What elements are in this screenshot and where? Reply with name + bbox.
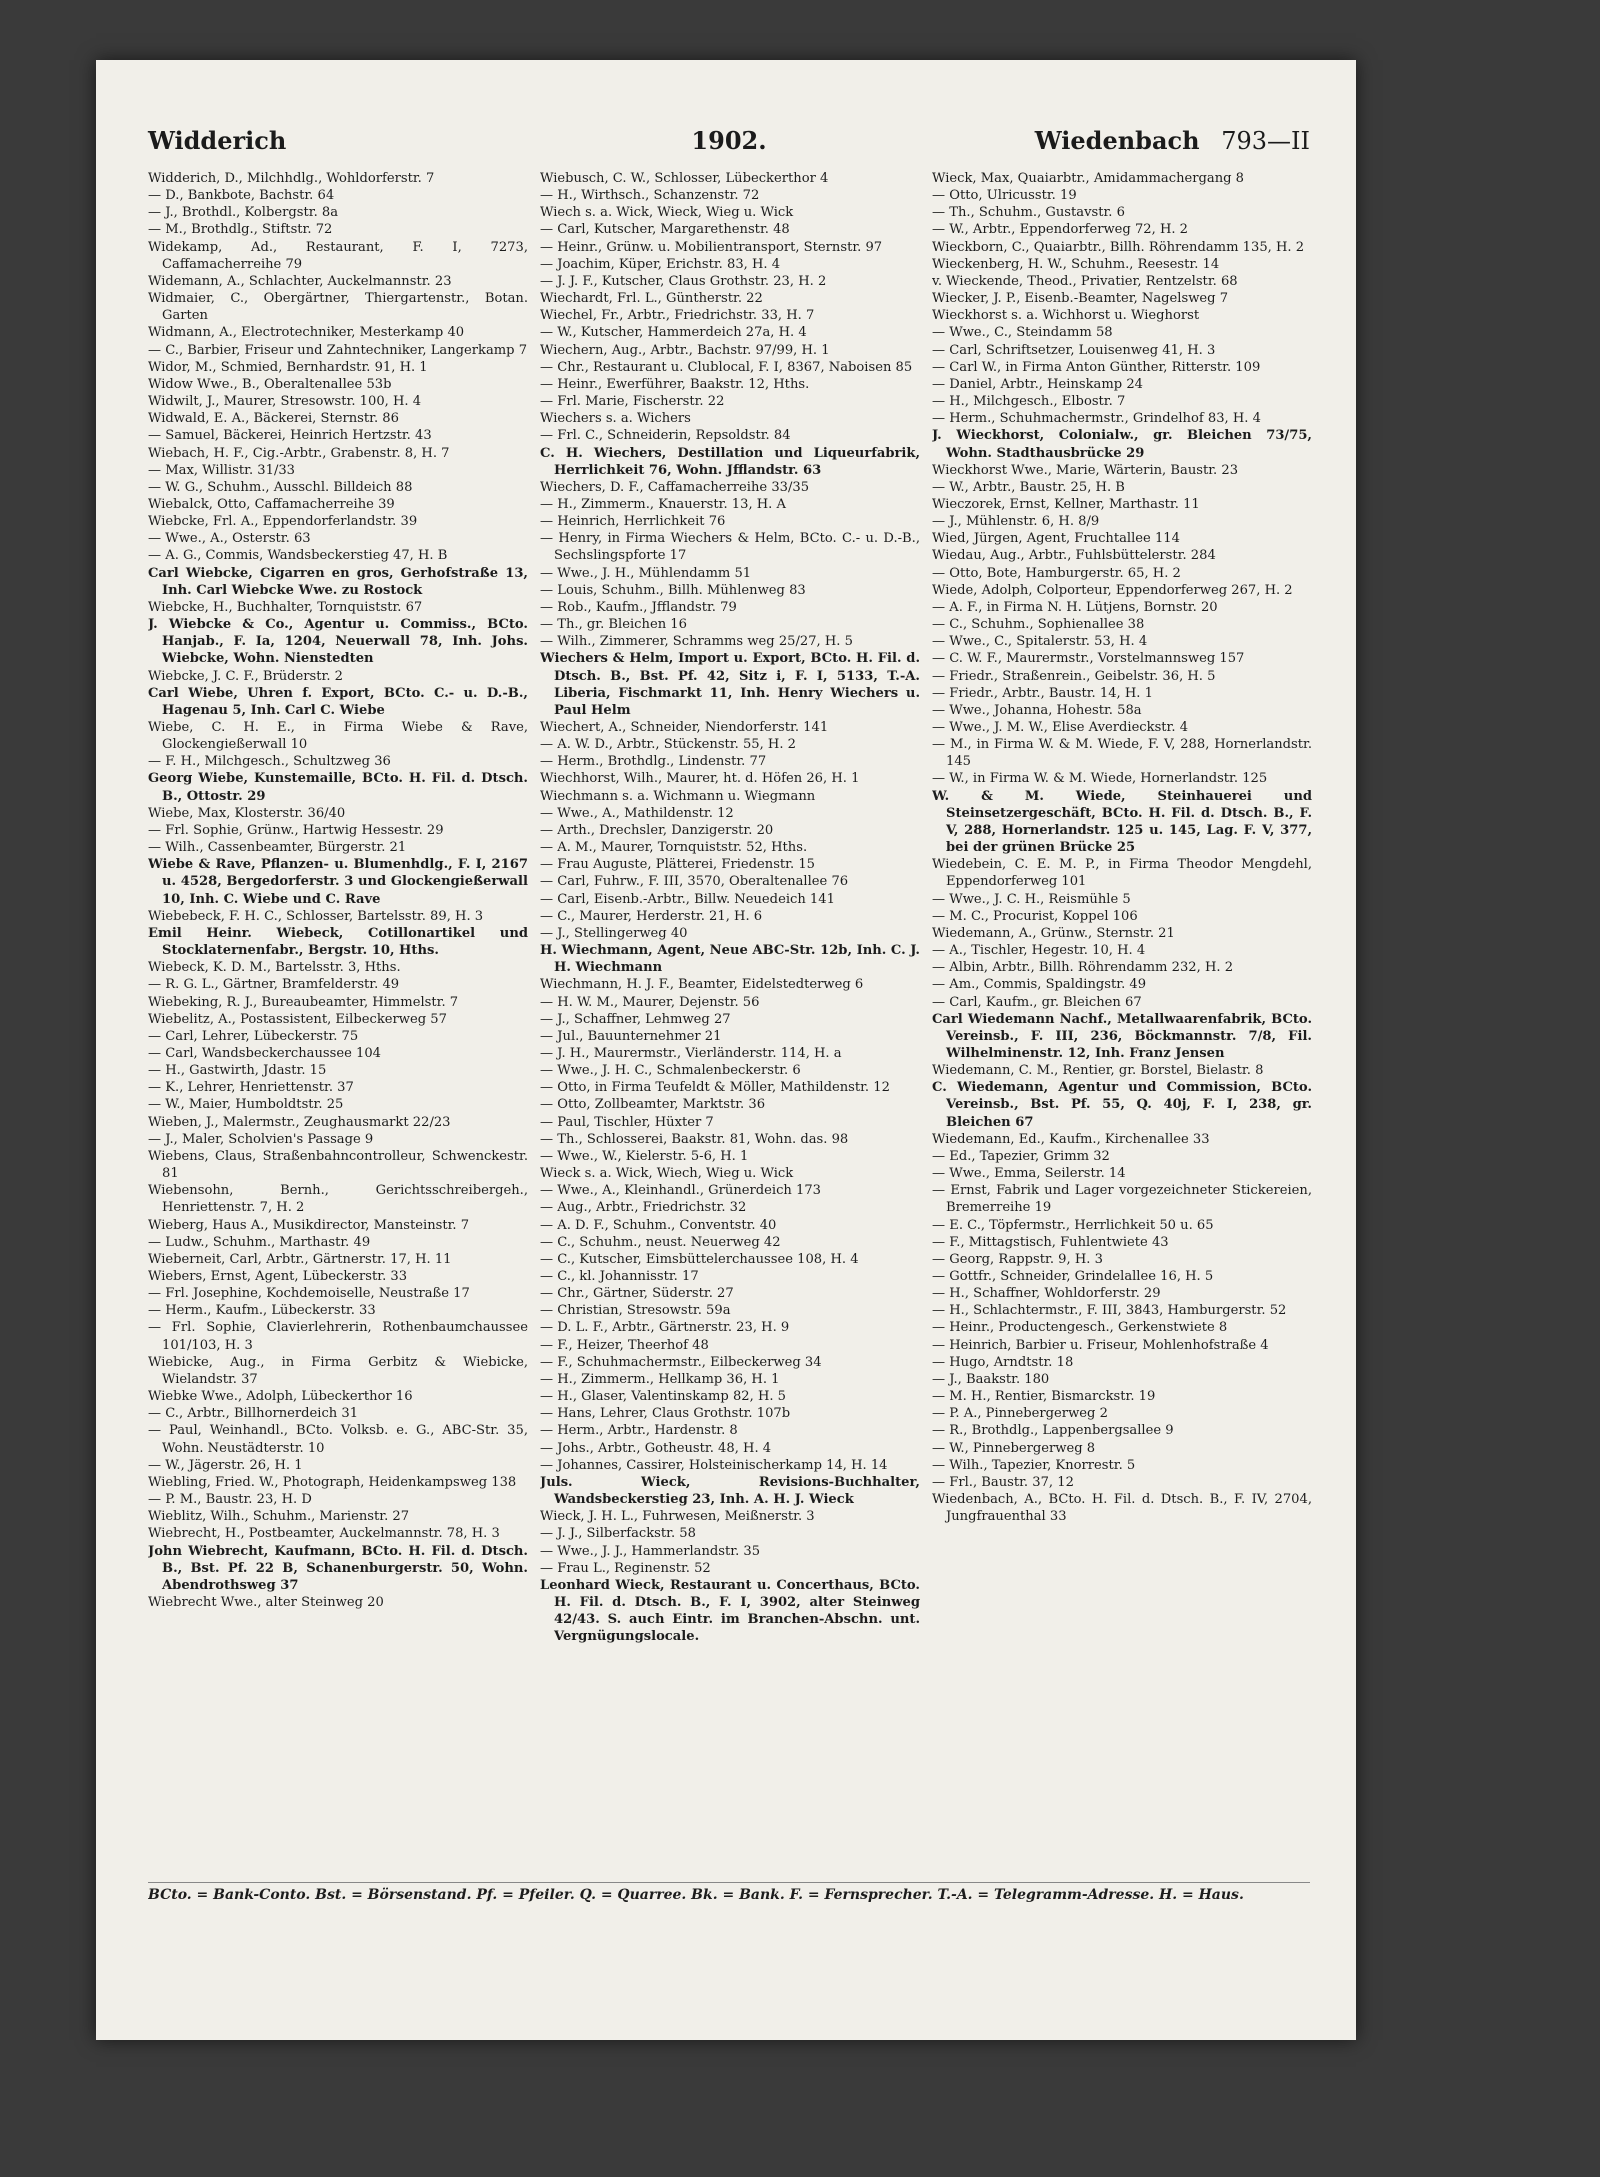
- directory-entry: — J., Baakstr. 180: [932, 1371, 1050, 1387]
- directory-entry: — W., Kutscher, Hammerdeich 27a, H. 4: [540, 325, 807, 341]
- directory-entry: — Chr., Gärtner, Süderstr. 27: [540, 1286, 734, 1302]
- directory-entry: Wiebicke, Aug., in Firma Gerbitz & Wiebicke, Wielandstr. 37: [148, 1354, 528, 1387]
- directory-entry: Carl Wiebe, Uhren f. Export, BCto. C.- u. D.-B., Hagenau 5, Inh. Carl C. Wiebe: [148, 685, 528, 718]
- directory-entry: — J. J., Silberfackstr. 58: [540, 1526, 696, 1542]
- directory-entry: — H., Gastwirth, Jdastr. 15: [148, 1063, 327, 1079]
- directory-entry: — H., Wirthsch., Schanzenstr. 72: [540, 188, 760, 204]
- directory-entry: — Frl. C., Schneiderin, Repsoldstr. 84: [540, 428, 791, 444]
- directory-entry: Wiechers s. a. Wichers: [540, 411, 691, 427]
- directory-entry: Wied, Jürgen, Agent, Fruchtallee 114: [932, 531, 1180, 547]
- directory-entry: — Hugo, Arndtstr. 18: [932, 1354, 1074, 1370]
- directory-entry: Wiedenbach, A., BCto. H. Fil. d. Dtsch. B., F. IV, 2704, Jungfrauenthal 33: [932, 1492, 1312, 1525]
- directory-columns: [148, 170, 1312, 1870]
- directory-entry: — Paul, Tischler, Hüxter 7: [540, 1114, 714, 1130]
- directory-entry: — Carl, Eisenb.-Arbtr., Billw. Neuedeich 141: [540, 891, 835, 907]
- directory-entry: — Wilh., Tapezier, Knorrestr. 5: [932, 1457, 1136, 1473]
- directory-entry: Widor, M., Schmied, Bernhardstr. 91, H. 1: [148, 359, 428, 375]
- directory-entry: — Wwe., Emma, Seilerstr. 14: [932, 1166, 1126, 1182]
- directory-entry: — Henry, in Firma Wiechers & Helm, BCto. C.- u. D.-B., Sechslingspforte 17: [540, 531, 920, 564]
- directory-entry: Wiedau, Aug., Arbtr., Fuhlsbüttelerstr. 284: [932, 548, 1216, 564]
- directory-entry: — F., Heizer, Theerhof 48: [540, 1337, 709, 1353]
- directory-entry: — Christian, Stresowstr. 59a: [540, 1303, 731, 1319]
- directory-entry: Wiech s. a. Wick, Wieck, Wieg u. Wick: [540, 205, 794, 221]
- directory-entry: — Carl W., in Firma Anton Günther, Ritterstr. 109: [932, 359, 1261, 375]
- column-3: [932, 170, 1312, 1870]
- directory-entry: — E. C., Töpfermstr., Herrlichkeit 50 u. 65: [932, 1217, 1214, 1233]
- directory-entry: — H., Milchgesch., Elbostr. 7: [932, 394, 1126, 410]
- directory-entry: — Johannes, Cassirer, Holsteinischerkamp 14, H. 14: [540, 1457, 888, 1473]
- directory-entry: — C., Kutscher, Eimsbüttelerchaussee 108, H. 4: [540, 1251, 859, 1267]
- directory-entry: — W., in Firma W. & M. Wiede, Hornerlandstr. 125: [932, 771, 1268, 787]
- directory-entry: — C., kl. Johannisstr. 17: [540, 1269, 699, 1284]
- directory-entry: — Arth., Drechsler, Danzigerstr. 20: [540, 822, 774, 838]
- directory-entry: Wiede, Adolph, Colporteur, Eppendorferweg 267, H. 2: [932, 582, 1293, 598]
- directory-entry: — H., Zimmerm., Hellkamp 36, H. 1: [540, 1371, 780, 1387]
- directory-entry: — Wwe., J. H. C., Schmalenbeckerstr. 6: [540, 1063, 801, 1079]
- directory-entry: — Carl, Kutscher, Margarethenstr. 48: [540, 222, 790, 238]
- directory-entry: H. Wiechmann, Agent, Neue ABC-Str. 12b, Inh. C. J. H. Wiechmann: [540, 943, 920, 976]
- directory-entry: — Chr., Restaurant u. Clublocal, F. I, 8367, Naboisen 85: [540, 359, 913, 375]
- directory-entry: John Wiebrecht, Kaufmann, BCto. H. Fil. d. Dtsch. B., Bst. Pf. 22 B, Schanenburgerstr. 50, Wohn. Abendrothsweg 37: [148, 1543, 528, 1593]
- directory-entry: Wiedemann, A., Grünw., Sternstr. 21: [932, 925, 1175, 941]
- directory-entry: — Heinr., Ewerführer, Baakstr. 12, Hths.: [540, 376, 810, 392]
- directory-entry: — A. G., Commis, Wandsbeckerstieg 47, H. B: [148, 548, 448, 564]
- directory-entry: Wiebeck, K. D. M., Bartelsstr. 3, Hths.: [148, 960, 401, 976]
- directory-entry: Wiechert, A., Schneider, Niendorferstr. 141: [540, 720, 829, 735]
- directory-entry: — Wwe., A., Mathildenstr. 12: [540, 805, 734, 821]
- directory-entry: — W., Jägerstr. 26, H. 1: [148, 1457, 303, 1473]
- directory-entry: — Ludw., Schuhm., Marthastr. 49: [148, 1234, 371, 1250]
- directory-entry: — Wwe., J. C. H., Reismühle 5: [932, 891, 1131, 907]
- directory-entry: Emil Heinr. Wiebeck, Cotillonartikel und Stocklaternenfabr., Bergstr. 10, Hths.: [148, 925, 528, 959]
- directory-entry: Wiechers, D. F., Caffamacherreihe 33/35: [540, 479, 810, 495]
- directory-entry: Wiedemann, Ed., Kaufm., Kirchenallee 33: [932, 1131, 1210, 1147]
- directory-entry: — Otto, in Firma Teufeldt & Möller, Mathildenstr. 12: [540, 1080, 890, 1096]
- directory-entry: — C., Schuhm., Sophienallee 38: [932, 617, 1145, 633]
- directory-entry: — R. G. L., Gärtner, Bramfelderstr. 49: [148, 977, 400, 993]
- directory-entry: Wiebens, Claus, Straßenbahncontrolleur, Schwenckestr. 81: [148, 1148, 528, 1182]
- directory-entry: — J., Mühlenstr. 6, H. 8/9: [932, 514, 1100, 530]
- directory-entry: — C., Barbier, Friseur und Zahntechniker, Langerkamp 7: [148, 342, 528, 358]
- directory-entry: Wiebcke, J. C. F., Brüderstr. 2: [148, 668, 344, 684]
- column-1: [148, 170, 528, 1870]
- directory-entry: — H., Schaffner, Wohldorferstr. 29: [932, 1286, 1161, 1302]
- directory-entry: Wiecker, J. P., Eisenb.-Beamter, Nagelsweg 7: [932, 291, 1229, 307]
- directory-entry: — Carl, Kaufm., gr. Bleichen 67: [932, 994, 1142, 1010]
- directory-entry: — Friedr., Straßenrein., Geibelstr. 36, H. 5: [932, 668, 1216, 684]
- directory-entry: — Frl. Josephine, Kochdemoiselle, Neustraße 17: [148, 1286, 470, 1302]
- directory-entry: Wieck, J. H. L., Fuhrwesen, Meißnerstr. 3: [540, 1509, 815, 1525]
- directory-entry: Wieblitz, Wilh., Schuhm., Marienstr. 27: [148, 1509, 410, 1525]
- directory-entry: — J., Brothdl., Kolbergstr. 8a: [148, 205, 339, 221]
- directory-entry: — Joachim, Küper, Erichstr. 83, H. 4: [540, 256, 781, 272]
- directory-entry: v. Wieckende, Theod., Privatier, Rentzelstr. 68: [932, 273, 1238, 289]
- directory-entry: — Ed., Tapezier, Grimm 32: [932, 1148, 1110, 1164]
- directory-entry: Wiebke Wwe., Adolph, Lübeckerthor 16: [148, 1389, 413, 1405]
- directory-entry: Wieben, J., Malermstr., Zeughausmarkt 22/23: [148, 1114, 451, 1130]
- directory-entry: — Frl. Sophie, Grünw., Hartwig Hessestr. 29: [148, 822, 444, 838]
- directory-entry: — Jul., Bauunternehmer 21: [540, 1028, 722, 1044]
- directory-entry: — Frl. Marie, Fischerstr. 22: [540, 394, 725, 410]
- directory-entry: — F., Mittagstisch, Fuhlentwiete 43: [932, 1234, 1169, 1250]
- directory-entry: — Otto, Ulricusstr. 19: [932, 188, 1077, 204]
- directory-entry: — M., Brothdlg., Stiftstr. 72: [148, 222, 333, 238]
- directory-entry: — A. M., Maurer, Tornquiststr. 52, Hths.: [540, 840, 808, 856]
- directory-entry: — A. D. F., Schuhm., Conventstr. 40: [540, 1217, 777, 1233]
- directory-entry: Wiebebeck, F. H. C., Schlosser, Bartelsstr. 89, H. 3: [148, 908, 484, 924]
- directory-entry: Carl Wiebcke, Cigarren en gros, Gerhofstraße 13, Inh. Carl Wiebcke Wwe. zu Rostock: [148, 565, 528, 598]
- directory-entry: Widekamp, Ad., Restaurant, F. I, 7273, Caffamacherreihe 79: [148, 239, 528, 272]
- directory-entry: — Rob., Kaufm., Jfflandstr. 79: [540, 599, 737, 615]
- directory-entry: — Wwe., J. H., Mühlendamm 51: [540, 565, 752, 581]
- directory-entry: — Carl, Fuhrw., F. III, 3570, Oberaltenallee 76: [540, 874, 849, 890]
- directory-entry: W. & M. Wiede, Steinhauerei und Steinsetzergeschäft, BCto. H. Fil. d. Dtsch. B., F. V, 288, Hornerlandstr. 125 u. 145, Lag. F. V, 377, bei der grünen Brücke 25: [932, 788, 1312, 856]
- directory-entry: — W., Pinnebergerweg 8: [932, 1440, 1096, 1456]
- directory-entry: — Heinrich, Herrlichkeit 76: [540, 514, 726, 530]
- directory-entry: — J. H., Maurermstr., Vierländerstr. 114, H. a: [540, 1045, 842, 1061]
- directory-entry: Wiebers, Ernst, Agent, Lübeckerstr. 33: [148, 1269, 408, 1284]
- directory-entry: — Wilh., Zimmerer, Schramms weg 25/27, H. 5: [540, 634, 853, 650]
- directory-entry: — Carl, Schriftsetzer, Louisenweg 41, H. 3: [932, 342, 1216, 358]
- directory-entry: J. Wieckhorst, Colonialw., gr. Bleichen 73/75, Wohn. Stadthausbrücke 29: [932, 428, 1312, 461]
- directory-entry: C. Wiedemann, Agentur und Commission, BCto. Vereinsb., Bst. Pf. 55, Q. 40j, F. I, 238, gr. Bleichen 67: [932, 1080, 1312, 1130]
- page-header: [148, 126, 1310, 166]
- directory-entry: Wiebcke, H., Buchhalter, Tornquiststr. 67: [148, 599, 423, 615]
- directory-entry: — C., Maurer, Herderstr. 21, H. 6: [540, 908, 763, 924]
- header-right-keyword: Wiedenbach: [1034, 126, 1200, 155]
- directory-entry: Wiebe, C. H. E., in Firma Wiebe & Rave, Glockengießerwall 10: [148, 720, 528, 753]
- header-left-keyword: Widderich: [148, 126, 287, 155]
- directory-entry: — D. L. F., Arbtr., Gärtnerstr. 23, H. 9: [540, 1320, 790, 1336]
- directory-entry: Wiebeking, R. J., Bureaubeamter, Himmelstr. 7: [148, 994, 459, 1010]
- directory-entry: — C. W. F., Maurermstr., Vorstelmannsweg 157: [932, 651, 1245, 667]
- header-right: [1035, 126, 1310, 155]
- directory-entry: Wiebe, Max, Klosterstr. 36/40: [148, 805, 346, 821]
- directory-entry: — Frl., Baustr. 37, 12: [932, 1474, 1074, 1490]
- directory-entry: — Herm., Arbtr., Hardenstr. 8: [540, 1423, 738, 1439]
- directory-entry: Wieck s. a. Wick, Wiech, Wieg u. Wick: [540, 1166, 794, 1182]
- directory-entry: Widwilt, J., Maurer, Stresowstr. 100, H. 4: [148, 394, 422, 410]
- directory-entry: — Friedr., Arbtr., Baustr. 14, H. 1: [932, 685, 1153, 701]
- directory-entry: — Wwe., Johanna, Hohestr. 58a: [932, 702, 1142, 718]
- directory-entry: — W., Arbtr., Baustr. 25, H. B: [932, 479, 1125, 495]
- directory-entry: Wiechern, Aug., Arbtr., Bachstr. 97/99, H. 1: [540, 342, 830, 358]
- directory-entry: Wiebe & Rave, Pflanzen- u. Blumenhdlg., F. I, 2167 u. 4528, Bergedorferstr. 3 und Glockengießerwall 10, Inh. C. Wiebe und C. Rave: [148, 857, 528, 907]
- directory-entry: — A., Tischler, Hegestr. 10, H. 4: [932, 943, 1146, 959]
- directory-entry: — J., Maler, Scholvien's Passage 9: [148, 1131, 374, 1147]
- directory-entry: — Johs., Arbtr., Gotheustr. 48, H. 4: [540, 1440, 772, 1456]
- abbreviation-legend: BCto. = Bank-Conto. Bst. = Börsenstand. Pf. = Pfeiler. Q. = Quarree. Bk. = Bank. F. = Fernsprecher. T.-A. = Telegramm-Adresse. H. = Haus.: [148, 1882, 1310, 1903]
- directory-entry: — J., Schaffner, Lehmweg 27: [540, 1011, 731, 1027]
- directory-entry: Wiechmann s. a. Wichmann u. Wiegmann: [540, 788, 816, 804]
- directory-entry: — Otto, Bote, Hamburgerstr. 65, H. 2: [932, 565, 1181, 581]
- directory-entry: — Heinrich, Barbier u. Friseur, Mohlenhofstraße 4: [932, 1337, 1269, 1353]
- directory-entry: — W., Arbtr., Eppendorferweg 72, H. 2: [932, 222, 1189, 238]
- directory-entry: — F. H., Milchgesch., Schultzweg 36: [148, 754, 391, 770]
- directory-entry: — A. W. D., Arbtr., Stückenstr. 55, H. 2: [540, 737, 797, 753]
- directory-entry: Wiebling, Fried. W., Photograph, Heidenkampsweg 138: [148, 1474, 517, 1490]
- page-number: 793—II: [1221, 127, 1310, 155]
- directory-entry: — C., Arbtr., Billhornerdeich 31: [148, 1406, 359, 1422]
- directory-entry: — Wwe., W., Kielerstr. 5-6, H. 1: [540, 1148, 749, 1164]
- directory-entry: Wiedemann, C. M., Rentier, gr. Borstel, Bielastr. 8: [932, 1063, 1264, 1079]
- directory-entry: — Max, Willistr. 31/33: [148, 462, 296, 478]
- directory-entry: Wiebrecht, H., Postbeamter, Auckelmannstr. 78, H. 3: [148, 1526, 500, 1542]
- directory-entry: Widderich, D., Milchhdlg., Wohldorferstr. 7: [148, 171, 435, 186]
- directory-entry: — Gottfr., Schneider, Grindelallee 16, H. 5: [932, 1269, 1214, 1284]
- directory-entry: — J., Stellingerweg 40: [540, 925, 688, 941]
- directory-entry: — Carl, Wandsbeckerchaussee 104: [148, 1045, 382, 1061]
- directory-entry: Wiechel, Fr., Arbtr., Friedrichstr. 33, H. 7: [540, 308, 815, 324]
- directory-entry: — Frau Auguste, Plätterei, Friedenstr. 15: [540, 857, 815, 873]
- directory-entry: — D., Bankbote, Bachstr. 64: [148, 188, 335, 204]
- directory-entry: — Am., Commis, Spaldingstr. 49: [932, 977, 1147, 993]
- directory-entry: — Wilh., Cassenbeamter, Bürgerstr. 21: [148, 840, 407, 856]
- directory-entry: — P. M., Baustr. 23, H. D: [148, 1492, 312, 1508]
- directory-entry: — Heinr., Productengesch., Gerkenstwiete 8: [932, 1320, 1228, 1336]
- directory-entry: Wieckhorst s. a. Wichhorst u. Wieghorst: [932, 308, 1200, 324]
- directory-entry: Wiebcke, Frl. A., Eppendorferlandstr. 39: [148, 514, 418, 530]
- directory-entry: — Frl. Sophie, Clavierlehrerin, Rothenbaumchaussee 101/103, H. 3: [148, 1320, 528, 1353]
- directory-entry: J. Wiebcke & Co., Agentur u. Commiss., BCto. Hanjab., F. Ia, 1204, Neuerwall 78, Inh. Johs. Wiebcke, Wohn. Nienstedten: [148, 617, 528, 667]
- directory-entry: — Aug., Arbtr., Friedrichstr. 32: [540, 1200, 747, 1216]
- directory-entry: — Samuel, Bäckerei, Heinrich Hertzstr. 43: [148, 428, 432, 444]
- directory-entry: — Frau L., Reginenstr. 52: [540, 1560, 711, 1576]
- directory-entry: Wiedebein, C. E. M. P., in Firma Theodor Mengdehl, Eppendorferweg 101: [932, 857, 1312, 890]
- directory-entry: — Th., Schlosserei, Baakstr. 81, Wohn. das. 98: [540, 1131, 849, 1147]
- directory-entry: — Ernst, Fabrik und Lager vorgezeichneter Stickereien, Bremerreihe 19: [932, 1183, 1312, 1216]
- directory-entry: Carl Wiedemann Nachf., Metallwaarenfabrik, BCto. Vereinsb., F. III, 236, Böckmannstr. 7/8, Fil. Wilhelminenstr. 12, Inh. Franz Jensen: [932, 1011, 1312, 1061]
- directory-entry: — Wwe., J. M. W., Elise Averdieckstr. 4: [932, 720, 1189, 735]
- directory-entry: — Wwe., C., Steindamm 58: [932, 325, 1113, 341]
- directory-entry: Wieck, Max, Quaiarbtr., Amidammachergang 8: [932, 171, 1245, 186]
- directory-entry: Widemann, A., Schlachter, Auckelmannstr. 23: [148, 273, 452, 289]
- directory-entry: Wieberneit, Carl, Arbtr., Gärtnerstr. 17, H. 11: [148, 1251, 452, 1267]
- directory-entry: Wiechhorst, Wilh., Maurer, ht. d. Höfen 26, H. 1: [540, 771, 860, 787]
- directory-entry: Widwald, E. A., Bäckerei, Sternstr. 86: [148, 411, 399, 427]
- directory-entry: Georg Wiebe, Kunstemaille, BCto. H. Fil. d. Dtsch. B., Ottostr. 29: [148, 771, 528, 804]
- directory-entry: Wiechardt, Frl. L., Güntherstr. 22: [540, 291, 763, 307]
- directory-entry: Wiebusch, C. W., Schlosser, Lübeckerthor 4: [540, 171, 829, 186]
- directory-entry: — Georg, Rappstr. 9, H. 3: [932, 1251, 1103, 1267]
- directory-entry: — A. F., in Firma N. H. Lütjens, Bornstr. 20: [932, 599, 1218, 615]
- directory-entry: Wieckenberg, H. W., Schuhm., Reesestr. 14: [932, 256, 1220, 272]
- directory-entry: Wieckborn, C., Quaiarbtr., Billh. Röhrendamm 135, H. 2: [932, 239, 1305, 255]
- directory-entry: — H. W. M., Maurer, Dejenstr. 56: [540, 994, 760, 1010]
- directory-entry: Wieczorek, Ernst, Kellner, Marthastr. 11: [932, 496, 1200, 512]
- directory-entry: — Herm., Brothdlg., Lindenstr. 77: [540, 754, 767, 770]
- directory-entry: — R., Brothdlg., Lappenbergsallee 9: [932, 1423, 1174, 1439]
- directory-entry: Wiebalck, Otto, Caffamacherreihe 39: [148, 496, 395, 512]
- directory-entry: — Hans, Lehrer, Claus Grothstr. 107b: [540, 1406, 791, 1422]
- directory-entry: C. H. Wiechers, Destillation und Liqueurfabrik, Herrlichkeit 76, Wohn. Jfflandstr. 63: [540, 445, 920, 478]
- directory-entry: Wiebrecht Wwe., alter Steinweg 20: [148, 1594, 384, 1610]
- directory-page: [96, 60, 1356, 2040]
- directory-entry: — M., in Firma W. & M. Wiede, F. V, 288, Hornerlandstr. 145: [932, 737, 1312, 770]
- directory-entry: Widmaier, C., Obergärtner, Thiergartenstr., Botan. Garten: [148, 291, 528, 324]
- directory-entry: — Th., gr. Bleichen 16: [540, 617, 687, 633]
- directory-entry: — J. J. F., Kutscher, Claus Grothstr. 23, H. 2: [540, 273, 827, 289]
- directory-entry: — Albin, Arbtr., Billh. Röhrendamm 232, H. 2: [932, 960, 1234, 976]
- directory-entry: — Carl, Lehrer, Lübeckerstr. 75: [148, 1028, 359, 1044]
- column-2: [540, 170, 920, 1870]
- directory-entry: — H., Glaser, Valentinskamp 82, H. 5: [540, 1389, 787, 1405]
- directory-entry: — Wwe., A., Osterstr. 63: [148, 531, 311, 547]
- directory-entry: Widow Wwe., B., Oberaltenallee 53b: [148, 376, 392, 392]
- directory-entry: — Herm., Kaufm., Lübeckerstr. 33: [148, 1303, 376, 1319]
- directory-entry: — W. G., Schuhm., Ausschl. Billdeich 88: [148, 479, 413, 495]
- directory-entry: Wieberg, Haus A., Musikdirector, Mansteinstr. 7: [148, 1217, 470, 1233]
- directory-entry: — K., Lehrer, Henriettenstr. 37: [148, 1080, 354, 1096]
- directory-entry: Wiebach, H. F., Cig.-Arbtr., Grabenstr. 8, H. 7: [148, 445, 450, 461]
- directory-entry: — F., Schuhmachermstr., Eilbeckerweg 34: [540, 1354, 822, 1370]
- directory-entry: — Herm., Schuhmachermstr., Grindelhof 83, H. 4: [932, 411, 1261, 427]
- directory-entry: Widmann, A., Electrotechniker, Mesterkamp 40: [148, 325, 465, 341]
- directory-entry: — Wwe., A., Kleinhandl., Grünerdeich 173: [540, 1183, 821, 1199]
- directory-entry: — Th., Schuhm., Gustavstr. 6: [932, 205, 1125, 221]
- directory-entry: — H., Zimmerm., Knauerstr. 13, H. A: [540, 496, 786, 512]
- directory-entry: — Otto, Zollbeamter, Marktstr. 36: [540, 1097, 766, 1113]
- directory-entry: — H., Schlachtermstr., F. III, 3843, Hamburgerstr. 52: [932, 1303, 1287, 1319]
- directory-entry: — Heinr., Grünw. u. Mobilientransport, Sternstr. 97: [540, 239, 883, 255]
- directory-entry: — W., Maier, Humboldtstr. 25: [148, 1097, 344, 1113]
- directory-entry: — M. C., Procurist, Koppel 106: [932, 908, 1138, 924]
- directory-entry: — Wwe., C., Spitalerstr. 53, H. 4: [932, 634, 1148, 650]
- directory-entry: — Daniel, Arbtr., Heinskamp 24: [932, 376, 1143, 392]
- directory-entry: — Wwe., J. J., Hammerlandstr. 35: [540, 1543, 761, 1559]
- directory-entry: Leonhard Wieck, Restaurant u. Concerthaus, BCto. H. Fil. d. Dtsch. B., F. I, 3902, alter Steinweg 42/43. S. auch Eintr. im Branchen-Abschn. unt. Vergnügungslocale.: [540, 1577, 920, 1645]
- directory-entry: — M. H., Rentier, Bismarckstr. 19: [932, 1389, 1156, 1405]
- directory-entry: — Paul, Weinhandl., BCto. Volksb. e. G., ABC-Str. 35, Wohn. Neustädterstr. 10: [148, 1423, 528, 1456]
- directory-entry: — C., Schuhm., neust. Neuerweg 42: [540, 1234, 781, 1250]
- directory-entry: Wieckhorst Wwe., Marie, Wärterin, Baustr. 23: [932, 462, 1239, 478]
- directory-entry: Wiebensohn, Bernh., Gerichtsschreibergeh., Henriettenstr. 7, H. 2: [148, 1183, 528, 1216]
- directory-entry: — Louis, Schuhm., Billh. Mühlenweg 83: [540, 582, 806, 598]
- directory-entry: Wiechers & Helm, Import u. Export, BCto. H. Fil. d. Dtsch. B., Bst. Pf. 42, Sitz i, F. I, 5133, T.-A. Liberia, Fischmarkt 11, Inh. Henry Wiechers u. Paul Helm: [540, 651, 920, 718]
- directory-entry: Juls. Wieck, Revisions-Buchhalter, Wandsbeckerstieg 23, Inh. A. H. J. Wieck: [540, 1474, 920, 1508]
- directory-entry: Wiebelitz, A., Postassistent, Eilbeckerweg 57: [148, 1011, 447, 1027]
- header-year: 1902.: [691, 126, 767, 155]
- directory-entry: Wiechmann, H. J. F., Beamter, Eidelstedterweg 6: [540, 977, 864, 993]
- directory-entry: — P. A., Pinnebergerweg 2: [932, 1406, 1108, 1422]
